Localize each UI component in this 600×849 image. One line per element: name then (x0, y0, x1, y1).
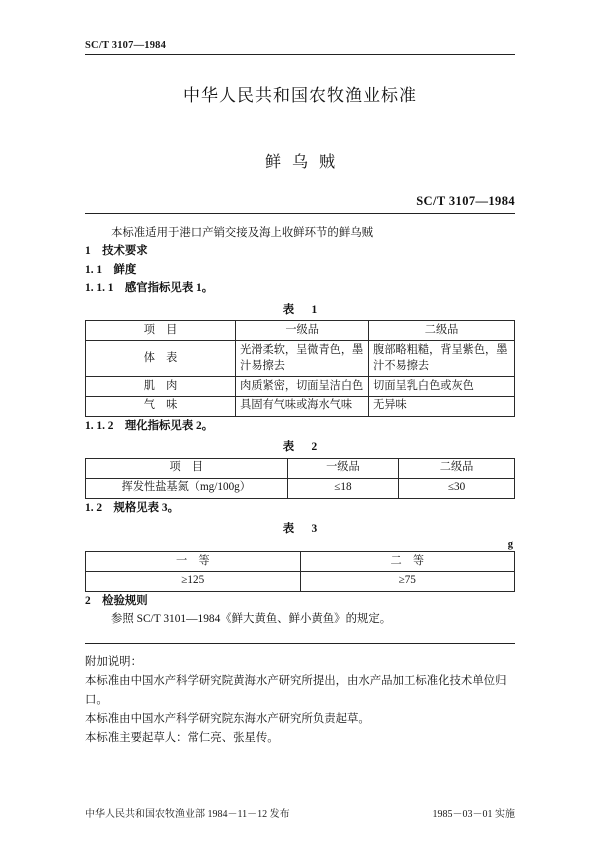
clause-1-heading: 1 技术要求 (85, 245, 148, 258)
table-2-grade1-value: ≤18 (287, 478, 399, 498)
document-body (85, 224, 515, 629)
table-row (86, 341, 515, 377)
table-1-item: 体 表 (86, 341, 236, 377)
table-2-caption: 表 2 (282, 441, 321, 454)
table-2-item: 挥发性盐基氮（mg/100g） (86, 478, 288, 498)
header-doc-code: SC/T 3107—1984 (85, 40, 167, 51)
table-1-grade1-value: 光滑柔软，呈微青色，墨汁易擦去 (236, 341, 369, 377)
appendix-heading: 附加说明： (85, 655, 142, 668)
standard-number: SC/T 3107—1984 (416, 194, 515, 208)
table-1-grade1-value: 肉质紧密，切面呈洁白色 (236, 377, 369, 397)
table-1-item: 气 味 (86, 396, 236, 416)
table-1-item: 肌 肉 (86, 377, 236, 397)
table-2-header-item: 项 目 (86, 458, 288, 478)
header-divider-rule (85, 54, 515, 55)
table-1-grade2-value: 无异味 (369, 396, 515, 416)
appendix-divider-rule (85, 643, 515, 644)
table-1-grade1-value: 具固有气味或海水气味 (236, 396, 369, 416)
title-divider-rule (85, 213, 515, 214)
table-3-header-grade1: 一 等 (86, 552, 301, 572)
clause-1-1-2-heading: 1. 1. 2 理化指标见表 2。 (85, 419, 214, 432)
appendix-line-3: 本标准主要起草人：常仁亮、张星传。 (85, 732, 279, 745)
table-3-unit: g (507, 538, 513, 550)
table-row (86, 552, 515, 572)
table-3-header-grade2: 二 等 (300, 552, 515, 572)
table-row (86, 478, 515, 498)
table-row (86, 396, 515, 416)
table-2-header-grade2: 二级品 (399, 458, 515, 478)
subject-title: 鲜乌贼 (264, 154, 346, 171)
table-3-caption: 表 3 (282, 523, 321, 536)
table-row (86, 377, 515, 397)
table-1-header-grade2: 二级品 (369, 321, 515, 341)
table-1 (85, 320, 515, 417)
page-footer (85, 805, 515, 820)
page-title: 中华人民共和国农牧渔业标准 (183, 86, 417, 105)
table-1-grade2-value: 切面呈乳白色或灰色 (369, 377, 515, 397)
scope-paragraph: 本标准适用于港口产销交接及海上收鲜环节的鲜乌贼 (111, 227, 373, 239)
clause-1-2-heading: 1. 2 规格见表 3。 (85, 501, 179, 514)
table-1-header-item: 项 目 (86, 321, 236, 341)
table-2-header-grade1: 一级品 (287, 458, 399, 478)
table-row (86, 458, 515, 478)
table-3-grade2-value: ≥75 (300, 571, 515, 591)
table-1-grade2-value: 腹部略粗糙，背呈紫色，墨汁不易擦去 (369, 341, 515, 377)
table-3-grade1-value: ≥125 (86, 571, 301, 591)
table-1-header-grade1: 一级品 (236, 321, 369, 341)
running-header (85, 0, 515, 51)
table-1-caption: 表 1 (282, 303, 321, 316)
table-2-grade2-value: ≤30 (399, 478, 515, 498)
table-row (86, 321, 515, 341)
appendix-line-2: 本标准由中国水产科学研究院东海水产研究所负责起草。 (85, 713, 370, 726)
table-3 (85, 551, 515, 592)
clause-1-1-heading: 1. 1 鲜度 (85, 263, 137, 276)
footer-publisher: 中华人民共和国农牧渔业部 1984－11－12 发布 (85, 809, 290, 820)
clause-2-heading: 2 检验规则 (85, 594, 148, 607)
table-row (86, 571, 515, 591)
appendix-line-1: 本标准由中国水产科学研究院黄海水产研究所提出，由水产品加工标准化技术单位归口。 (85, 674, 507, 707)
appendix-section (85, 653, 515, 749)
clause-1-1-1-heading: 1. 1. 1 感官指标见表 1。 (85, 282, 214, 295)
table-2 (85, 458, 515, 499)
clause-2-paragraph: 参照 SC/T 3101—1984《鲜大黄鱼、鲜小黄鱼》的规定。 (111, 613, 392, 626)
footer-effective-date: 1985－03－01 实施 (432, 809, 515, 820)
